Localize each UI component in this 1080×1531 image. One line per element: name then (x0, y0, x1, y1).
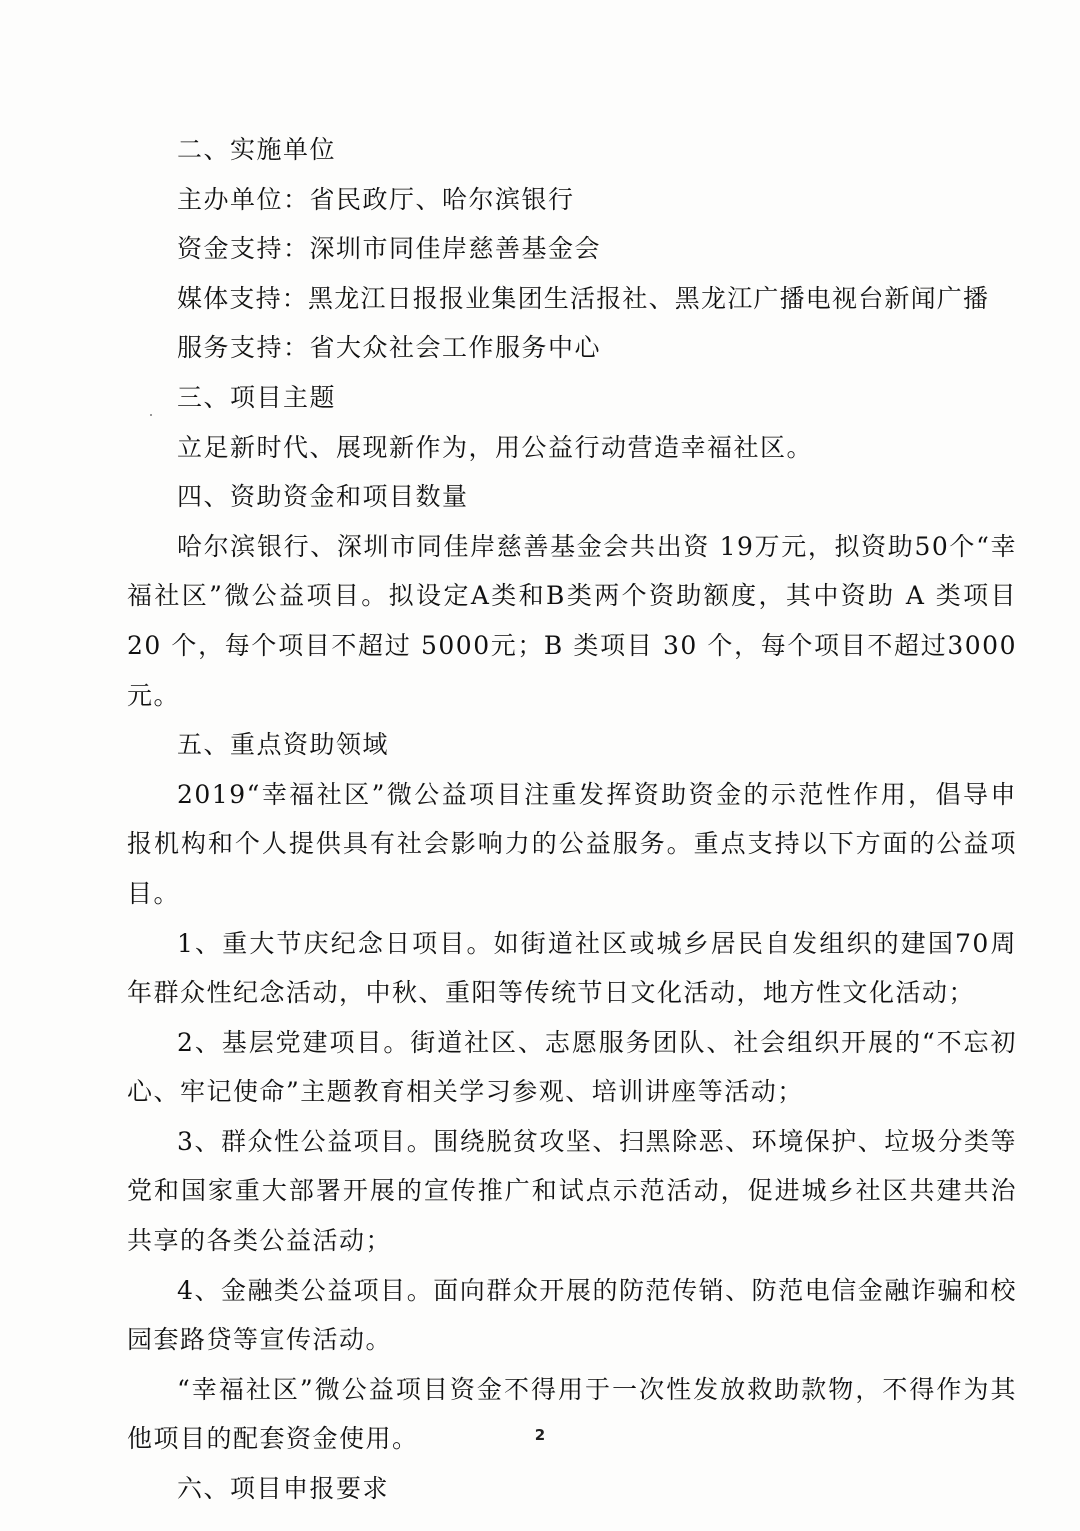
section-heading-key-areas: 五、重点资助领域 (177, 730, 390, 760)
document-body (127, 125, 1017, 1514)
funding-support-line: 资金支持：深圳市同佳岸慈善基金会 (177, 234, 602, 264)
funding-amount-paragraph: 哈尔滨银行、深圳市同佳岸慈善基金会共出资 19万元，拟资助50个“幸福社区”微公益项目。拟设定A类和B类两个资助额度，其中资助 A 类项目 20 个，每个项目不超过 5000元；B 类项目 30 个，每个项目不超过3000 元。 (127, 531, 1017, 710)
key-area-item-3: 3、群众性公益项目。围绕脱贫攻坚、扫黑除恶、环境保护、垃圾分类等党和国家重大部署开展的宣传推广和试点示范活动，促进城乡社区共建共治共享的各类公益活动； (127, 1126, 1017, 1256)
key-area-item-1: 1、重大节庆纪念日项目。如街道社区或城乡居民自发组织的建国70周年群众性纪念活动，中秋、重阳等传统节日文化活动，地方性文化活动； (127, 928, 1017, 1008)
section-heading-funding-amount: 四、资助资金和项目数量 (177, 482, 469, 512)
key-area-item-4: 4、金融类公益项目。面向群众开展的防范传销、防范电信金融诈骗和校园套路贷等宣传活动。 (127, 1275, 1017, 1355)
section-heading-project-theme: 三、项目主题 (177, 382, 337, 412)
key-areas-intro-paragraph: 2019“幸福社区”微公益项目注重发挥资助资金的示范性作用，倡导申报机构和个人提供具有社会影响力的公益服务。重点支持以下方面的公益项目。 (127, 779, 1017, 908)
organizer-line: 主办单位：省民政厅、哈尔滨银行 (177, 184, 575, 214)
project-theme-text: 立足新时代、展现新作为，用公益行动营造幸福社区。 (177, 432, 814, 462)
funding-restriction-paragraph: “幸福社区”微公益项目资金不得用于一次性发放救助款物，不得作为其他项目的配套资金使用。 (127, 1374, 1017, 1454)
page-number: 2 (534, 1426, 546, 1444)
service-support-line: 服务支持：省大众社会工作服务中心 (177, 333, 602, 363)
section-heading-implementing-units: 二、实施单位 (177, 135, 337, 164)
section-heading-application-requirements: 六、项目申报要求 (177, 1474, 390, 1504)
key-area-item-2: 2、基层党建项目。街道社区、志愿服务团队、社会组织开展的“不忘初心、牢记使命”主题教育相关学习参观、培训讲座等活动； (127, 1027, 1017, 1107)
media-support-line: 媒体支持：黑龙江日报报业集团生活报社、黑龙江广播电视台新闻广播 (177, 283, 990, 313)
